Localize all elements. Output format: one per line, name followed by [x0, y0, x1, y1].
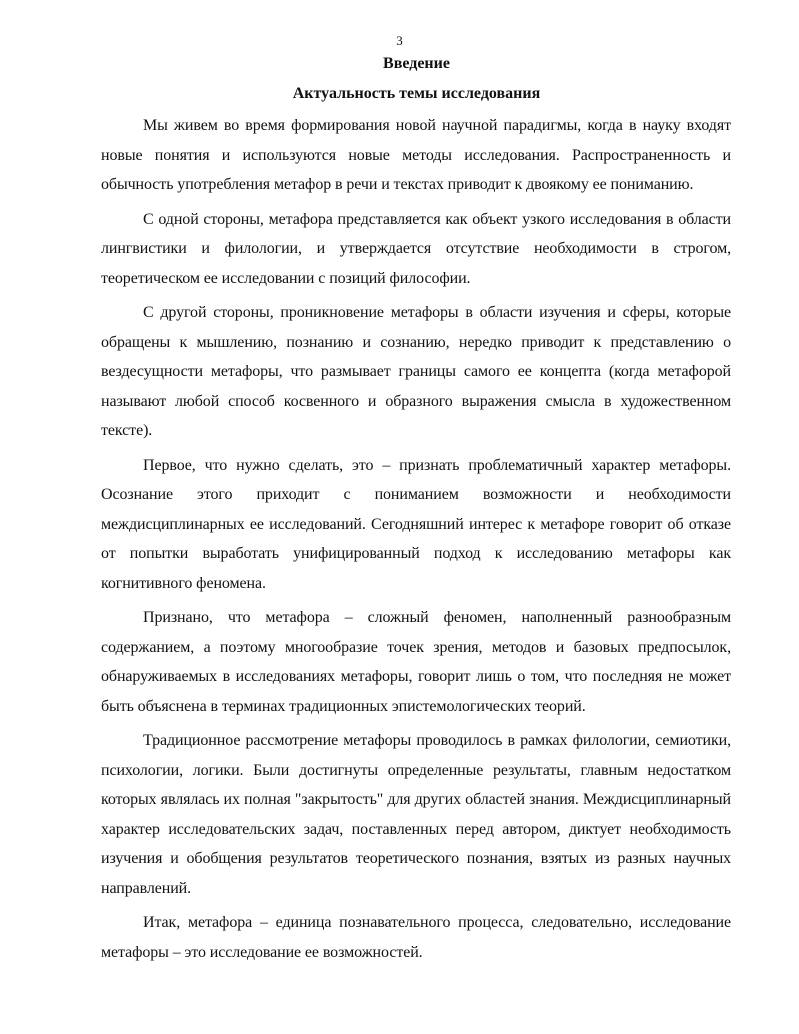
section-title: Введение [383, 55, 450, 72]
paragraph-3: С другой стороны, проникновение метафоры в области изучения и сферы, которые обращены к мышлению, познанию и сознанию, нередко приводит к представлению о вездесущности метафоры, что размывает границы самого ее концепта (когда метафорой называют любой способ косвенного и образного выражения смысла в художественном тексте). [101, 304, 731, 439]
paragraph-4: Первое, что нужно сделать, это – признать проблематичный характер метафоры. Осознание этого приходит с пониманием возможности и необходимости междисциплинарных ее исследований. Сегодняшний интерес к метафоре говорит об отказе от попытки выработать унифицированный подход к исследованию метафоры как когнитивного феномена. [101, 456, 731, 592]
paragraph-6: Традиционное рассмотрение метафоры проводилось в рамках филологии, семиотики, психологии, логики. Были достигнуты определенные результаты, главным недостатком которых являлась их полная "закрытость" для других областей знания. Междисциплинарный характер исследовательских задач, поставленных перед автором, диктует необходимость изучения и обобщения результатов теоретического познания, взятых из разных научных направлений. [101, 732, 731, 897]
paragraph-1: Мы живем во время формирования новой научной парадигмы, когда в науку входят новые понятия и используются новые методы исследования. Распространенность и обычность употребления метафор в речи и текстах приводит к двоякому ее пониманию. [101, 117, 731, 193]
paragraph-7: Итак, метафора – единица познавательного процесса, следовательно, исследование метафоры – это исследование ее возможностей. [101, 914, 731, 961]
paragraph-5: Признано, что метафора – сложный феномен, наполненный разнообразным содержанием, а поэтому многообразие точек зрения, методов и базовых предпосылок, обнаруживаемых в исследованиях метафоры, говорит лишь о том, что последняя не может быть объяснена в терминах традиционных эпистемологических теорий. [101, 609, 731, 715]
section-subtitle: Актуальность темы исследования [292, 85, 541, 102]
paragraph-2: С одной стороны, метафора представляется как объект узкого исследования в области лингвистики и филологии, и утверждается отсутствие необходимости в строгом, теоретическом ее исследовании с позиций философии. [101, 210, 731, 287]
document-body [101, 111, 731, 972]
page-number: 3 [396, 33, 403, 48]
